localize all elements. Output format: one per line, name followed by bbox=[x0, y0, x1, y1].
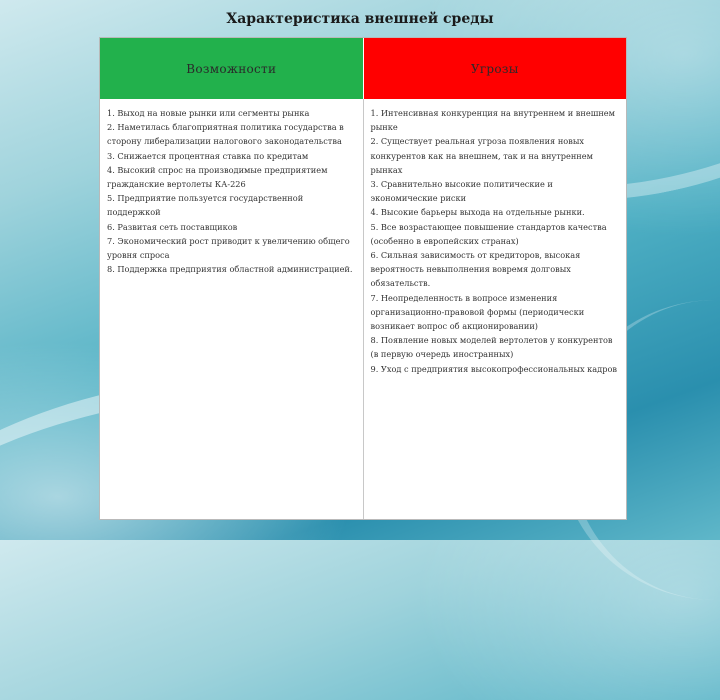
threats-column bbox=[364, 99, 627, 519]
opportunity-item: 4. Высокий спрос на производимые предприятием гражданские вертолеты КА-226 bbox=[107, 164, 328, 190]
slide-title: Характеристика внешней среды bbox=[226, 11, 494, 27]
opportunity-item: 1. Выход на новые рынки или сегменты рынка bbox=[107, 108, 310, 118]
threat-item: 5. Все возрастающее повышение стандартов качества (особенно в европейских странах) bbox=[370, 221, 607, 246]
opportunity-item: 7. Экономический рост приводит к увеличению общего уровня спроса bbox=[107, 235, 350, 261]
threat-item: 9. Уход с предприятия высокопрофессиональных кадров bbox=[370, 363, 618, 374]
opportunity-item: 6. Развитая сеть поставщиков bbox=[107, 221, 238, 232]
opportunity-item: 3. Снижается процентная ставка по кредитам bbox=[107, 150, 309, 161]
threat-item: 7. Неопределенность в вопросе изменения организационно-правовой формы (периодически возникает вопрос об акционировании) bbox=[370, 292, 585, 332]
opportunity-item: 5. Предприятие пользуется государственной поддержкой bbox=[107, 193, 304, 218]
threat-item: 4. Высокие барьеры выхода на отдельные рынки. bbox=[370, 207, 585, 218]
threat-item: 2. Существует реальная угроза появления новых конкурентов как на внешнем, так и на внутреннем рынках bbox=[370, 136, 593, 175]
opportunities-column bbox=[100, 99, 364, 519]
opportunities-header: Возможности bbox=[100, 38, 364, 99]
opportunity-item: 2. Наметилась благоприятная политика государства в сторону либерализации налогового законодательства bbox=[107, 122, 344, 147]
threats-header: Угрозы bbox=[364, 38, 627, 99]
table-header-row bbox=[100, 38, 626, 99]
opportunity-item: 8. Поддержка предприятия областной администрацией. bbox=[107, 264, 353, 275]
threat-item: 3. Сравнительно высокие политические и экономические риски bbox=[370, 179, 553, 204]
threat-item: 8. Появление новых моделей вертолетов у конкурентов (в первую очередь иностранных) bbox=[370, 335, 613, 360]
threat-item: 6. Сильная зависимость от кредиторов, высокая вероятность невыполнения вовремя долговых обязательств. bbox=[370, 250, 581, 289]
threat-item: 1. Интенсивная конкуренция на внутреннем и внешнем рынке bbox=[370, 108, 615, 133]
swot-table bbox=[99, 37, 627, 520]
table-body-row bbox=[100, 99, 626, 519]
